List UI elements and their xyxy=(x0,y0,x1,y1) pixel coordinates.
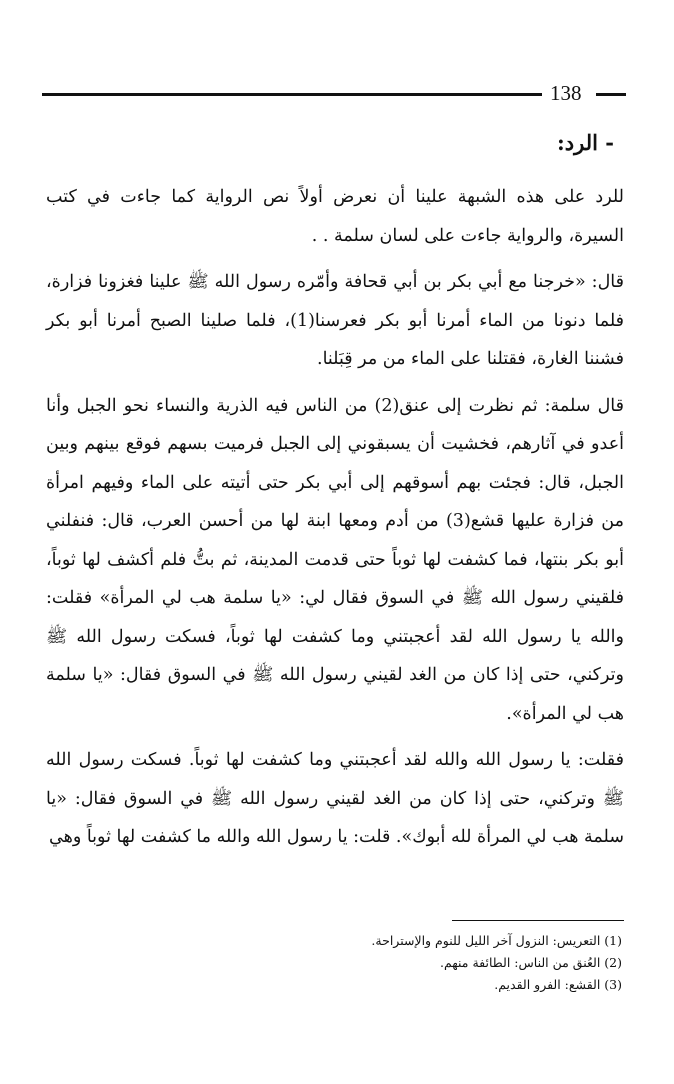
section-heading: - الرد: xyxy=(557,130,614,155)
paragraph: فقلت: يا رسول الله والله لقد أعجبتني وما كشفت لها ثوباً. فسكت رسول الله ﷺ وتركني، حتى إذا كان من الغد لقيني رسول الله ﷺ في السوق فقال: «يا سلمة هب لي المرأة لله أبوك». قلت: يا رسول الله والله ما كشفت لها ثوباً وهي xyxy=(46,750,624,847)
footnote: (2) العُنق من الناس: الطائفة منهم. xyxy=(439,955,622,970)
footnotes xyxy=(62,930,622,996)
page-number: 138 xyxy=(550,81,582,105)
footnote: (1) التعريس: النزول آخر الليل للنوم والإستراحة. xyxy=(371,933,622,948)
body-text xyxy=(46,178,624,865)
footnote-divider xyxy=(452,920,624,921)
paragraph: قال: «خرجنا مع أبي بكر بن أبي قحافة وأمّره رسول الله ﷺ علينا فغزونا فزارة، فلما دنونا من الماء أمرنا أبو بكر فعرسنا(1)، فلما صلينا الصبح أمرنا أبو بكر فشننا الغارة، فقتلنا على الماء من مر قِبَلنا. xyxy=(46,272,624,369)
page-header xyxy=(42,80,626,106)
footnote: (3) القشع: الفرو القديم. xyxy=(494,977,622,992)
header-rule xyxy=(42,93,542,96)
paragraph: للرد على هذه الشبهة علينا أن نعرض أولاً نص الرواية كما جاءت في كتب السيرة، والرواية جاءت على لسان سلمة . . xyxy=(46,187,624,246)
paragraph: قال سلمة: ثم نظرت إلى عنق(2) من الناس فيه الذرية والنساء نحو الجبل وأنا أعدو في آثارهم، فخشيت أن يسبقوني إلى الجبل فرميت بسهم فوقع بينهم وبين الجبل، قال: فجئت بهم أسوقهم إلى أبي بكر حتى أتيته على الماء وفيهم امرأة من فزارة عليها قشع(3) من أدم ومعها ابنة لها من أحسن العرب، قال: فنفلني أبو بكر بنتها، فما كشفت لها ثوباً حتى قدمت المدينة، ثم بتُّ فلم أكشف لها ثوباً، فلقيني رسول الله ﷺ في السوق فقال لي: «يا سلمة هب لي المرأة» فقلت: والله يا رسول الله لقد أعجبتني وما كشفت لها ثوباً، فسكت رسول الله ﷺ وتركني، حتى إذا كان من الغد لقيني رسول الله ﷺ في السوق فقال: «يا سلمة هب لي المرأة». xyxy=(46,395,625,724)
header-rule-short xyxy=(596,93,626,96)
